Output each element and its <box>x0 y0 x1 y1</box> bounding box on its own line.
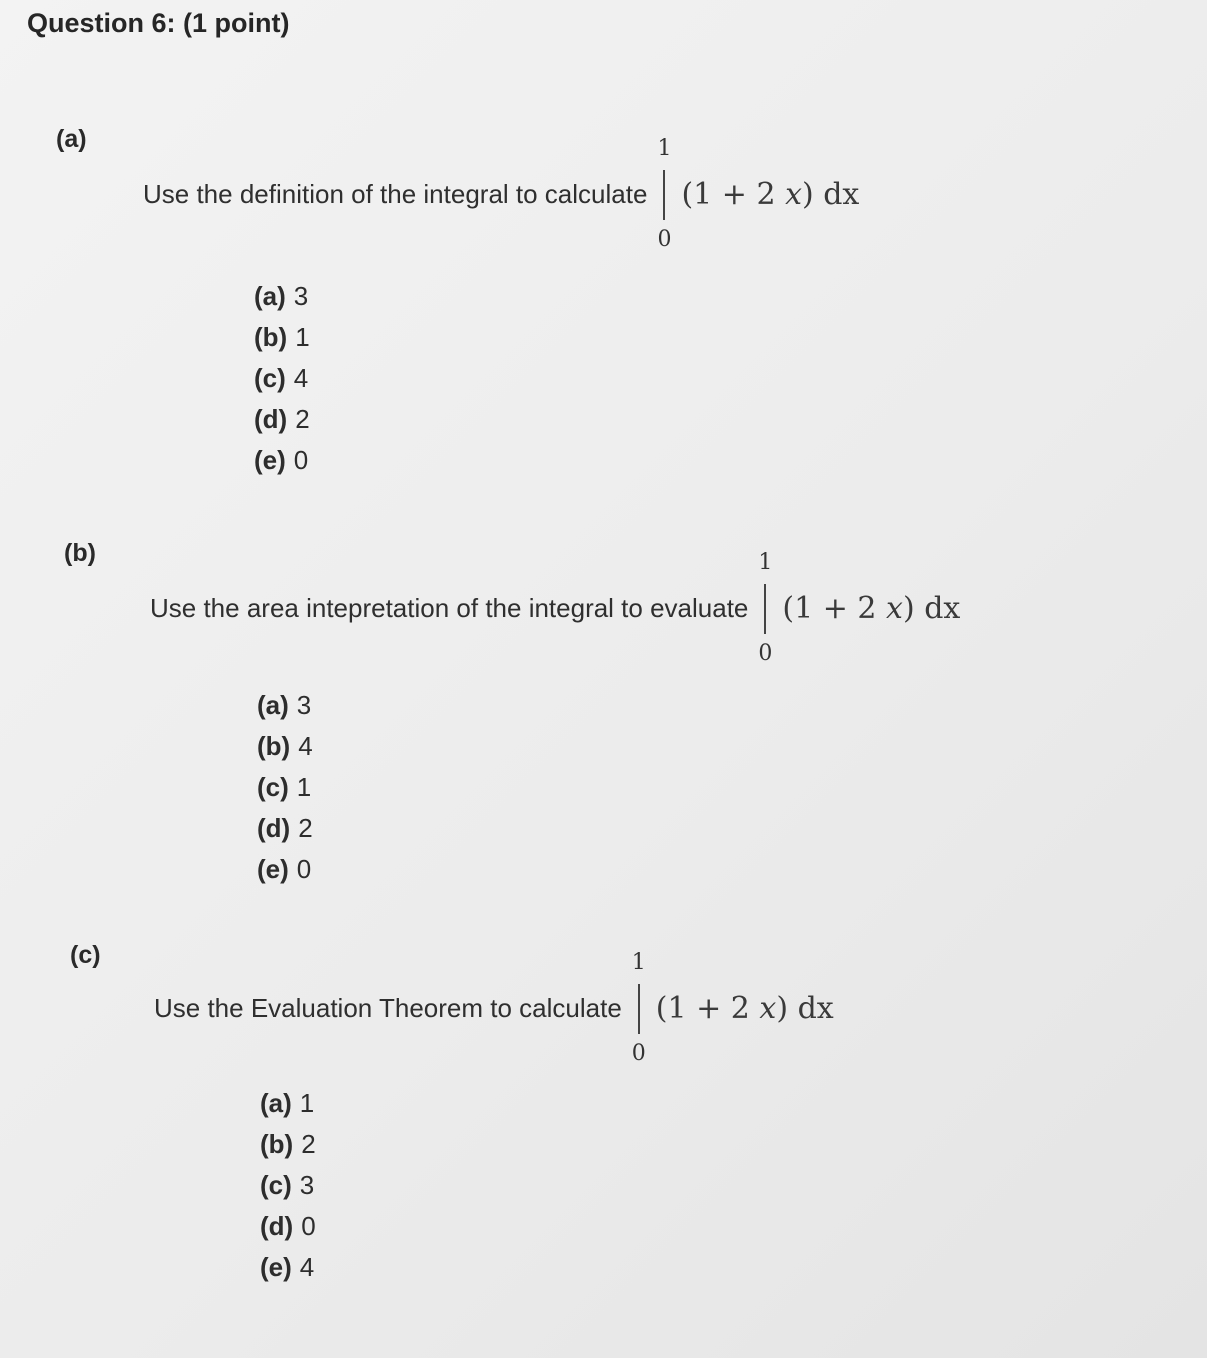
part-b-prompt <box>150 550 960 666</box>
choice-item[interactable]: (d) 2 <box>257 813 313 843</box>
choice-item[interactable]: (b) 2 <box>260 1129 316 1159</box>
choice-item[interactable]: (e) 0 <box>254 445 309 475</box>
choice-item[interactable]: (d) 2 <box>254 404 310 434</box>
choice-item[interactable]: (a) 1 <box>260 1088 315 1118</box>
prompt-text: Use the Evaluation Theorem to calculate <box>154 992 622 1023</box>
choice-item[interactable]: (b) 4 <box>257 731 313 761</box>
integral-expression <box>630 950 834 1066</box>
integral-sign-icon <box>655 136 677 252</box>
part-c-prompt <box>154 950 834 1066</box>
prompt-text: Use the definition of the integral to calculate <box>143 178 648 209</box>
integral-expression <box>756 550 960 666</box>
choice-item[interactable]: (b) 1 <box>254 322 310 352</box>
choice-item[interactable]: (c) 4 <box>254 363 309 393</box>
choice-item[interactable]: (e) 0 <box>257 854 312 884</box>
part-c-choices <box>260 1083 316 1288</box>
choice-item[interactable]: (c) 1 <box>257 772 312 802</box>
part-a-label: (a) <box>56 125 87 153</box>
integral-expression <box>655 136 859 252</box>
question-title: Question 6: (1 point) <box>27 8 290 38</box>
integrand: (1 + 2 x) dx <box>782 590 961 626</box>
integral-sign-icon <box>756 550 778 666</box>
integral-upper-limit: 1 <box>631 950 646 975</box>
integral-lower-limit: 0 <box>758 641 773 666</box>
choice-item[interactable]: (a) 3 <box>254 281 309 311</box>
part-c-label: (c) <box>70 941 101 969</box>
integral-upper-limit: 1 <box>758 550 773 575</box>
choice-item[interactable]: (e) 4 <box>260 1252 315 1282</box>
choice-item[interactable]: (d) 0 <box>260 1211 316 1241</box>
choice-item[interactable]: (a) 3 <box>257 690 312 720</box>
integrand: (1 + 2 x) dx <box>681 176 860 212</box>
choice-item[interactable]: (c) 3 <box>260 1170 315 1200</box>
integral-upper-limit: 1 <box>657 136 672 161</box>
part-a-prompt <box>143 136 859 252</box>
prompt-text: Use the area intepretation of the integral to evaluate <box>150 592 749 623</box>
integral-lower-limit: 0 <box>657 227 672 252</box>
integrand: (1 + 2 x) dx <box>655 990 834 1026</box>
integral-sign-icon <box>630 950 652 1066</box>
part-b-choices <box>257 685 313 890</box>
integral-lower-limit: 0 <box>631 1041 646 1066</box>
part-b-label: (b) <box>64 539 96 567</box>
part-a-choices <box>254 276 310 481</box>
